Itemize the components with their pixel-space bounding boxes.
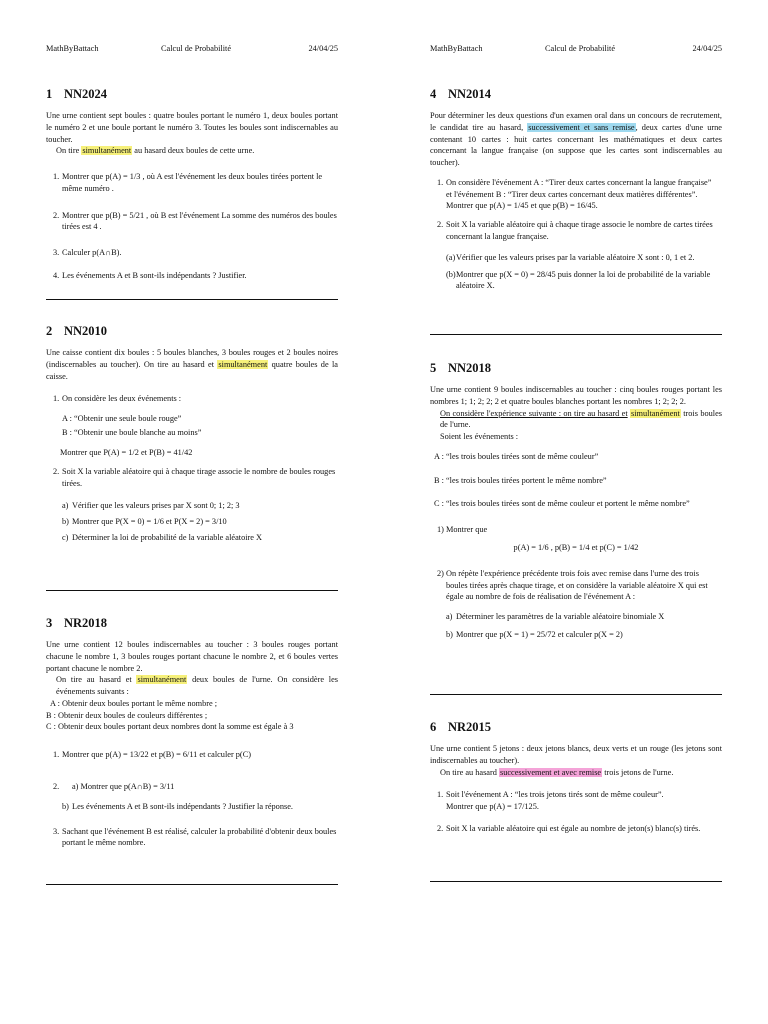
event-b: B : Obtenir deux boules de couleurs différentes ; [46,710,208,720]
question-2: 2. Montrer que p(B) = 5/21 , où B est l'événement La somme des numéros des boules tirées est 4 . [53,210,337,232]
highlight: simultanément [218,359,268,369]
question-2a: a) Déterminer les paramètres de la variable aléatoire binomiale X [446,612,665,622]
event-a: A : “Obtenir une seule boule rouge” [62,414,182,424]
events-intro: Soient les événements : [440,432,519,442]
event-a: A : Obtenir deux boules portant le même nombre ; [50,698,218,708]
event-a: A : “les trois boules tirées sont de même couleur” [434,451,599,461]
exercise-3 [46,616,338,849]
exercise-title: 5 NN2018 [430,361,492,375]
question-1: 1. Montrer que p(A) = 1/3 , où A est l'événement les deux boules tirées portent le même numéro . [53,172,323,193]
question-4: 4. Les événements A et B sont-ils indépendants ? Justifier. [53,271,247,281]
exercise-draw: On tire au hasard successivement et avec remise trois jetons de l'urne. [440,767,674,777]
question-1: 1. Montrer que p(A) = 13/22 et p(B) = 6/11 et calculer p(C) [53,750,251,760]
separator [430,694,722,695]
question-2: 2) On répète l'expérience précédente trois fois avec remise dans l'urne des trois boules tirées après chaque tirage, et on considère la variable aléatoire X qui est égale au nombre de fois de réalisation de l'événement A : [437,568,708,602]
exercise-title: 4 NN2014 [430,87,492,101]
question-1-show: Montrer que p(A) = 1/45 et que p(B) = 16/45. [446,201,598,211]
exercise-draw: On tire au hasard et simultanément deux boules de l'urne. On considère les événements suivants : [56,675,339,697]
question-2b: b) Montrer que p(X = 1) = 25/72 et calculer p(X = 2) [446,629,623,639]
highlight: simultanément [631,408,680,418]
question-1: 1. Soit l'événement A : “les trois jetons tirés sont de même couleur”. [437,790,664,800]
exercise-intro: Pour déterminer les deux questions d'un examen oral dans un concours de recrutement, le candidat tire au hasard, successivement et sans remise, deux cartes d'une urne contenant 10 cartes : huit cartes concernant les mathématiques et deux cartes concernant la langue française (on suppose que les cartes sont indiscernables au toucher). [430,111,722,168]
exercise-1 [46,87,338,282]
page-header [46,43,338,55]
exercise-intro: Une urne contient 5 jetons : deux jetons blancs, deux verts et un rouge (les jetons sont indiscernables au toucher). [430,744,722,765]
highlight: simultanément [137,675,187,685]
equation: p(A) = 1/6 , p(B) = 1/4 et p(C) = 1/42 [513,543,639,553]
exercise-6 [430,720,722,835]
exercise-intro: Une urne contient 12 boules indiscernables au toucher : 3 boules rouges portant chacune le nombre 1, 3 boules rouges portant chacune le nombre 2, et 6 boules vertes portant chacune le nombre 2. [46,640,338,673]
question-2: 2. a) Montrer que p(A∩B) = 3/11 [53,782,175,792]
header-author: MathByBattach [430,44,483,53]
question-2b: b) Montrer que P(X = 0) = 1/6 et P(X = 2) = 3/10 [62,516,227,526]
highlight: successivement et sans remise [528,122,635,132]
question-2b: (b) Montrer que p(X = 0) = 28/45 puis donner la loi de probabilité de la variable aléatoire X. [446,269,711,291]
exercise-intro: Une caisse contient dix boules : 5 boules blanches, 3 boules rouges et 2 boules noires (indiscernables au toucher). On tire au hasard et simultanément quatre boules de la caisse. [46,348,338,381]
header-author: MathByBattach [46,44,99,53]
exercise-title: 3 NR2018 [46,616,108,630]
header-title: Calcul de Probabilité [161,44,232,53]
question-2b: b) Les événements A et B sont-ils indépendants ? Justifier la réponse. [62,801,293,811]
question-1: 1. On considère l'événement A : “Tirer deux cartes concernant la langue française” [437,177,712,187]
event-c: C : Obtenir deux boules portant deux nombres dont la somme est égale à 3 [46,722,294,732]
exercise-4 [430,87,722,292]
exercise-title: 6 NR2015 [430,720,492,734]
event-b: B : “les trois boules tirées portent le même nombre” [434,475,607,485]
question-1: 1. On considère les deux événements : [53,394,182,404]
question-1-show: Montrer que p(A) = 17/125. [446,802,539,812]
highlight: simultanément [82,146,132,156]
exercise-intro: Une urne contient 9 boules indiscernables au toucher : cinq boules rouges portant les nombres 1; 1; 2; 2; 2 et quatre boules blanches portant les nombres 1; 2; 2; 2. [430,385,722,406]
header-date: 24/04/25 [308,44,338,53]
question-2: 2. Soit X la variable aléatoire qui est égale au nombre de jeton(s) blanc(s) tirés. [437,823,701,833]
page-header [430,43,722,55]
highlight: successivement et avec remise [499,767,602,777]
question-1: 1) Montrer que [437,525,488,535]
exercise-5 [430,361,722,641]
exercise-draw: On considère l'expérience suivante : on tire au hasard et simultanément trois boules de l'urne. [440,408,722,430]
separator [46,299,338,300]
separator [430,334,722,335]
event-c: C : “les trois boules tirées sont de même couleur et portent le même nombre” [434,499,690,509]
question-2c: c) Déterminer la loi de probabilité de la variable aléatoire X [62,532,263,542]
exercise-2 [46,324,338,543]
separator [46,590,338,591]
question-2a: (a) Vérifier que les valeurs prises par la variable aléatoire X sont : 0, 1 et 2. [446,252,695,262]
question-1-event-b: et l'événement B : “Tirer deux cartes concernant deux matières différentes”. [446,189,698,199]
question-2a: a) Vérifier que les valeurs prises par X sont 0; 1; 2; 3 [62,501,240,511]
header-date: 24/04/25 [692,44,722,53]
separator [430,881,722,882]
question-2: 2. Soit X la variable aléatoire qui à chaque tirage associe le nombre de boules rouges tirées. [53,467,336,489]
question-3: 3. Calculer p(A∩B). [53,248,122,258]
event-b: B : “Obtenir une boule blanche au moins” [62,427,202,437]
question-3: 3. Sachant que l'événement B est réalisé, calculer la probabilité d'obtenir deux boules portant le même nombre. [53,826,337,848]
exercise-title: 1 NN2024 [46,87,108,101]
question-2: 2. Soit X la variable aléatoire qui à chaque tirage associe le nombre de cartes tirées concernant la langue française. [437,220,713,242]
exercise-title: 2 NN2010 [46,324,108,338]
show-statement: Montrer que P(A) = 1/2 et P(B) = 41/42 [60,447,193,457]
exercise-intro: Une urne contient sept boules : quatre boules portant le numéro 1, deux boules portant le numéro 2 et une boule portant le numéro 3. Toutes les boules sont indiscernables au toucher. [46,111,338,144]
separator [46,884,338,885]
header-title: Calcul de Probabilité [545,44,616,53]
exercise-draw: On tire simultanément au hasard deux boules de cette urne. [56,146,255,156]
